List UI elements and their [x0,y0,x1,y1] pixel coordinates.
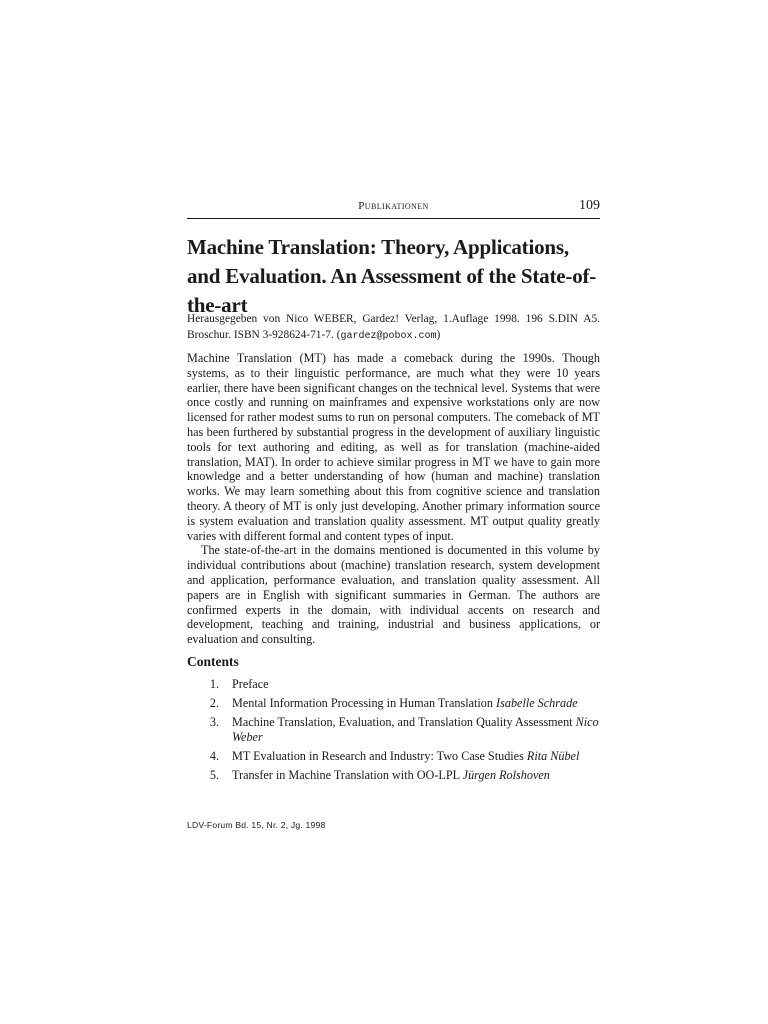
contents-item-author: Rita Nübel [526,749,580,763]
publication-info [187,311,600,345]
contents-list [187,677,600,787]
publisher-email: gardez@pobox.com [340,331,437,342]
contents-item-author: Nico Weber [232,715,599,744]
publication-details: Herausgegeben von Nico WEBER, Gardez! Verlag, 1.Auflage 1998. 196 S.DIN A5. Broschur. ISBN 3-928624-71-7. ( [187,313,600,341]
contents-item-number: 5. [209,768,219,782]
running-header [187,198,600,219]
contents-item-number: 1. [209,677,219,691]
contents-item-title: Mental Information Processing in Human Translation [232,696,497,710]
abstract-paragraph: The state-of-the-art in the domains mentioned is documented in this volume by individual contributions about (machine) translation research, system development and application, performance evaluation, and translation quality assessment. All papers are in English with significant summaries in German. The authors are confirmed experts in the domain, with individual accents on research and development, teaching and training, industrial and business applications, or evaluation and consulting. [187,543,600,647]
publication-info-end: ) [436,329,441,341]
contents-item-author: Jürgen Rolshoven [462,768,550,782]
contents-heading: Contents [187,654,239,669]
article-abstract [187,351,600,647]
contents-item-number: 2. [209,696,219,710]
contents-item-number: 3. [209,715,219,729]
contents-item-number: 4. [209,749,219,763]
contents-item-title: MT Evaluation in Research and Industry: Two Case Studies [232,749,527,763]
page-footer: LDV-Forum Bd. 15, Nr. 2, Jg. 1998 [187,820,326,830]
contents-item [187,749,600,764]
page-number: 109 [579,198,600,213]
contents-item-author: Isabelle Schrade [496,696,578,710]
contents-item-title: Transfer in Machine Translation with OO-LPL [232,768,463,782]
contents-item [187,715,600,745]
contents-item [187,677,600,692]
contents-item [187,696,600,711]
article-title: Machine Translation: Theory, Applications, and Evaluation. An Assessment of the State-of-the-art [187,235,597,317]
contents-item [187,768,600,783]
abstract-paragraph: Machine Translation (MT) has made a comeback during the 1990s. Though systems, as to their linguistic performance, are much what they were 10 years earlier, there have been significant changes on the technical level. Systems that were once costly and running on mainframes and expensive workstations only are now licensed for rather modest sums to run on personal computers. The comeback of MT has been furthered by substantial progress in the development of auxiliary linguistic tools for text authoring and editing, as well as for translation (machine-aided translation, MAT). In order to achieve similar progress in MT we have to gain more knowledge and a better understanding of how (human and machine) translation works. We may learn something about this from cognitive science and translation theory. A theory of MT is only just developing. Another primary information source is system evaluation and translation quality assessment. MT output quality greatly varies with different formal and content types of input. [187,351,600,543]
contents-item-title: Preface [232,677,269,691]
running-title: Publikationen [358,200,429,212]
contents-item-title: Machine Translation, Evaluation, and Translation Quality Assessment [232,715,576,729]
